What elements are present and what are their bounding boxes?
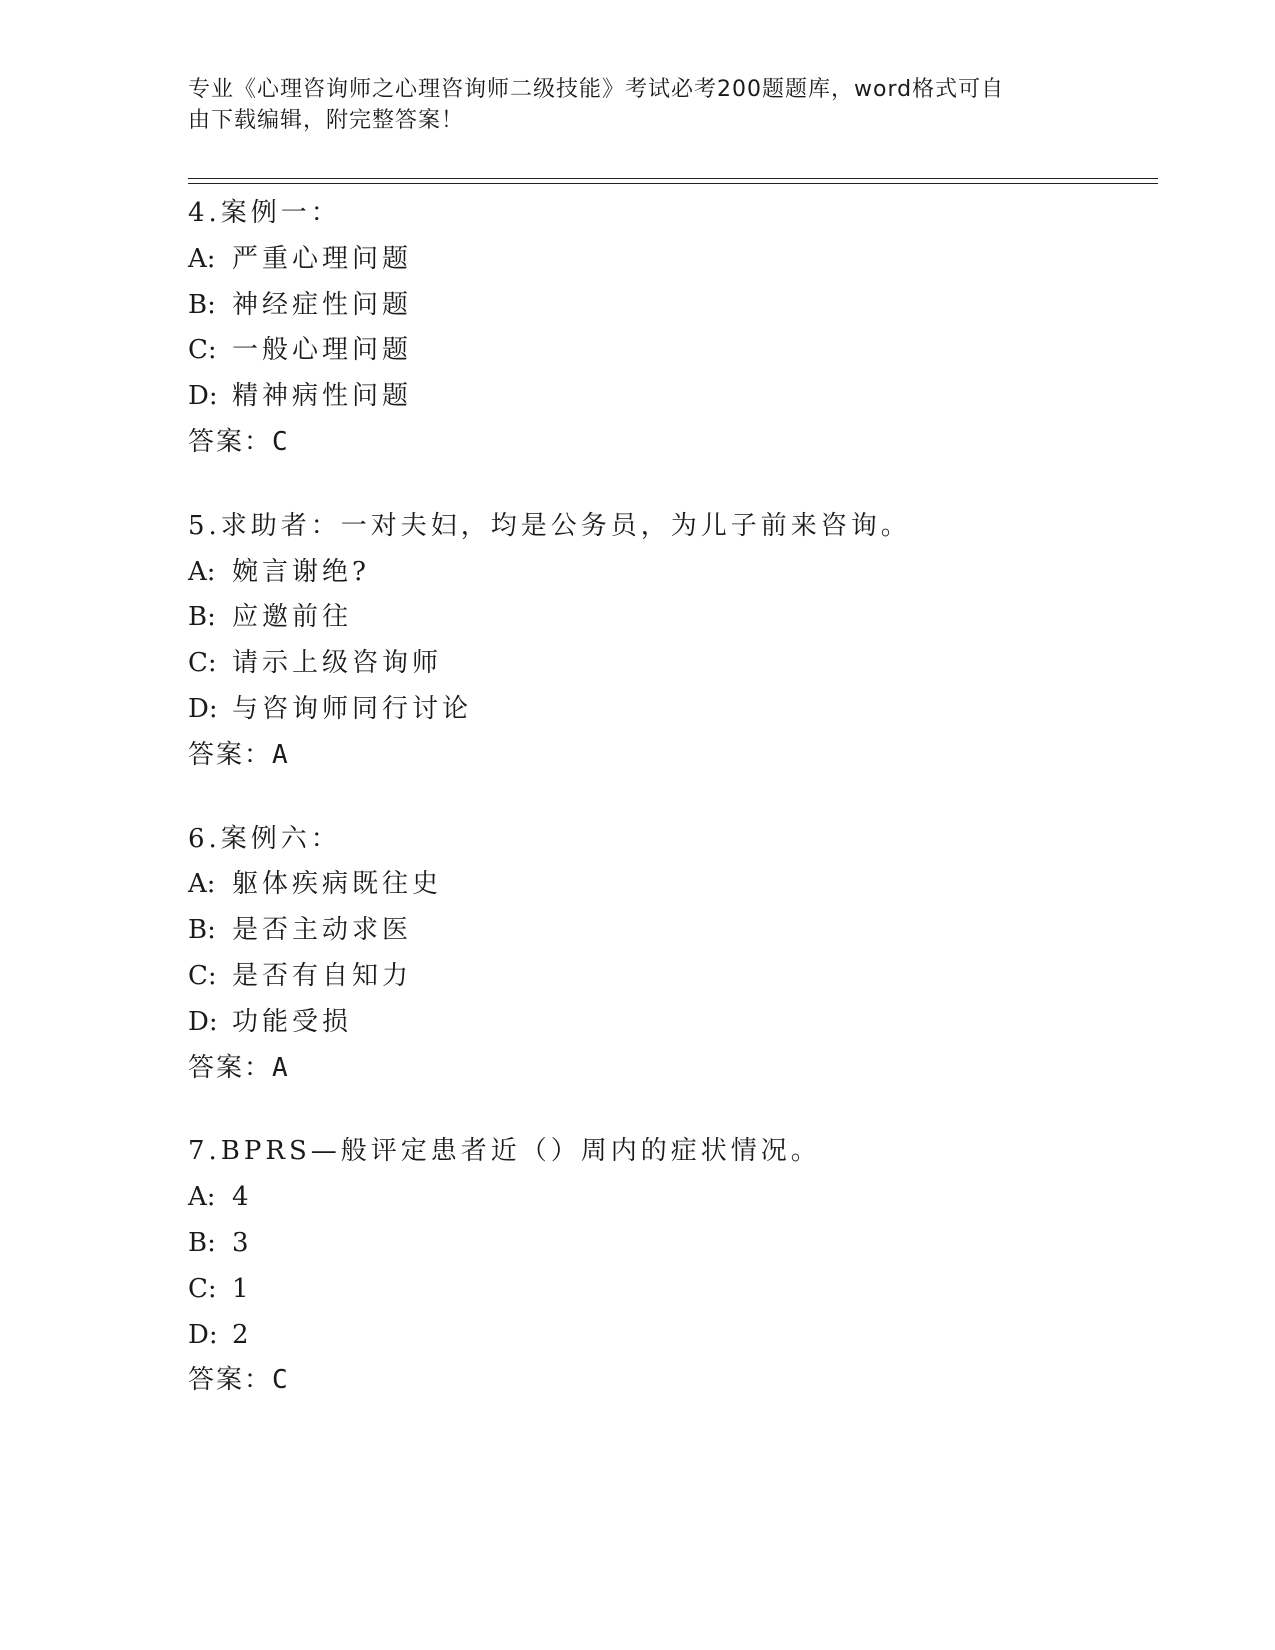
option-key: B: <box>188 602 216 633</box>
answer-value: A <box>272 739 290 770</box>
question-stem: 4.案例一： <box>188 198 341 228</box>
option-text: 1 <box>232 1273 253 1304</box>
option-key: D: <box>188 1319 218 1350</box>
option-key: D: <box>188 1006 218 1037</box>
answer-label: 答案： <box>188 1365 273 1396</box>
option-key: A: <box>188 243 216 274</box>
option-text: 3 <box>232 1227 253 1258</box>
option-text: 4 <box>232 1182 253 1213</box>
question-item <box>188 191 1138 466</box>
option-key: C: <box>188 1273 217 1304</box>
option-a <box>188 862 1138 908</box>
option-d <box>188 374 1138 420</box>
answer-line <box>188 1046 1138 1092</box>
option-b <box>188 1221 1138 1267</box>
option-text: 与咨询师同行讨论 <box>232 693 473 724</box>
option-key: A: <box>188 869 216 900</box>
option-text: 精神病性问题 <box>232 381 413 412</box>
option-key: C: <box>188 648 217 679</box>
option-c <box>188 641 1138 687</box>
question-item <box>188 504 1138 779</box>
header-line-1: 专业《心理咨询师之心理咨询师二级技能》考试必考200题题库，word格式可自 <box>188 77 1005 102</box>
option-text: 婉言谢绝? <box>232 556 370 587</box>
option-text: 应邀前往 <box>232 602 353 633</box>
question-item <box>188 1129 1138 1404</box>
option-text: 躯体疾病既往史 <box>232 869 443 900</box>
option-d <box>188 1000 1138 1046</box>
answer-line <box>188 1358 1138 1404</box>
question-stem: 6.案例六： <box>188 823 341 854</box>
option-c <box>188 328 1138 374</box>
option-text: 2 <box>232 1319 253 1350</box>
option-key: C: <box>188 960 217 991</box>
option-key: C: <box>188 335 217 366</box>
question-stem: 7.BPRS—般评定患者近（）周内的症状情况。 <box>188 1136 821 1167</box>
answer-label: 答案： <box>188 739 273 770</box>
option-text: 是否主动求医 <box>232 915 413 946</box>
answer-value: C <box>272 426 290 457</box>
option-text: 功能受损 <box>232 1006 353 1037</box>
option-key: B: <box>188 915 216 946</box>
option-key: A: <box>188 1182 216 1213</box>
answer-label: 答案： <box>188 1052 273 1083</box>
option-key: D: <box>188 381 218 412</box>
answer-value: A <box>272 1052 290 1083</box>
option-text: 是否有自知力 <box>232 960 413 991</box>
header-divider-bottom <box>188 183 1158 184</box>
option-c <box>188 954 1138 1000</box>
option-c <box>188 1267 1138 1313</box>
option-a <box>188 550 1138 596</box>
option-d <box>188 1313 1138 1359</box>
option-key: A: <box>188 556 216 587</box>
option-key: D: <box>188 693 218 724</box>
answer-value: C <box>272 1365 290 1396</box>
answer-line <box>188 420 1138 466</box>
option-b <box>188 595 1138 641</box>
option-key: B: <box>188 289 216 320</box>
answer-line <box>188 733 1138 779</box>
option-a <box>188 237 1138 283</box>
option-b <box>188 283 1138 329</box>
option-a <box>188 1175 1138 1221</box>
header-line-2: 由下载编辑，附完整答案！ <box>188 108 465 133</box>
option-b <box>188 908 1138 954</box>
option-d <box>188 687 1138 733</box>
question-item <box>188 817 1138 1092</box>
option-key: B: <box>188 1227 216 1258</box>
question-stem: 5.求助者：一对夫妇，均是公务员，为儿子前来咨询。 <box>188 510 911 541</box>
option-text: 请示上级咨询师 <box>232 648 443 679</box>
document-header <box>188 74 1068 136</box>
option-text: 一般心理问题 <box>232 335 413 366</box>
option-text: 严重心理问题 <box>232 243 413 274</box>
header-divider-top <box>188 178 1158 179</box>
option-text: 神经症性问题 <box>232 289 413 320</box>
answer-label: 答案： <box>188 426 273 457</box>
question-list <box>188 191 1138 1442</box>
